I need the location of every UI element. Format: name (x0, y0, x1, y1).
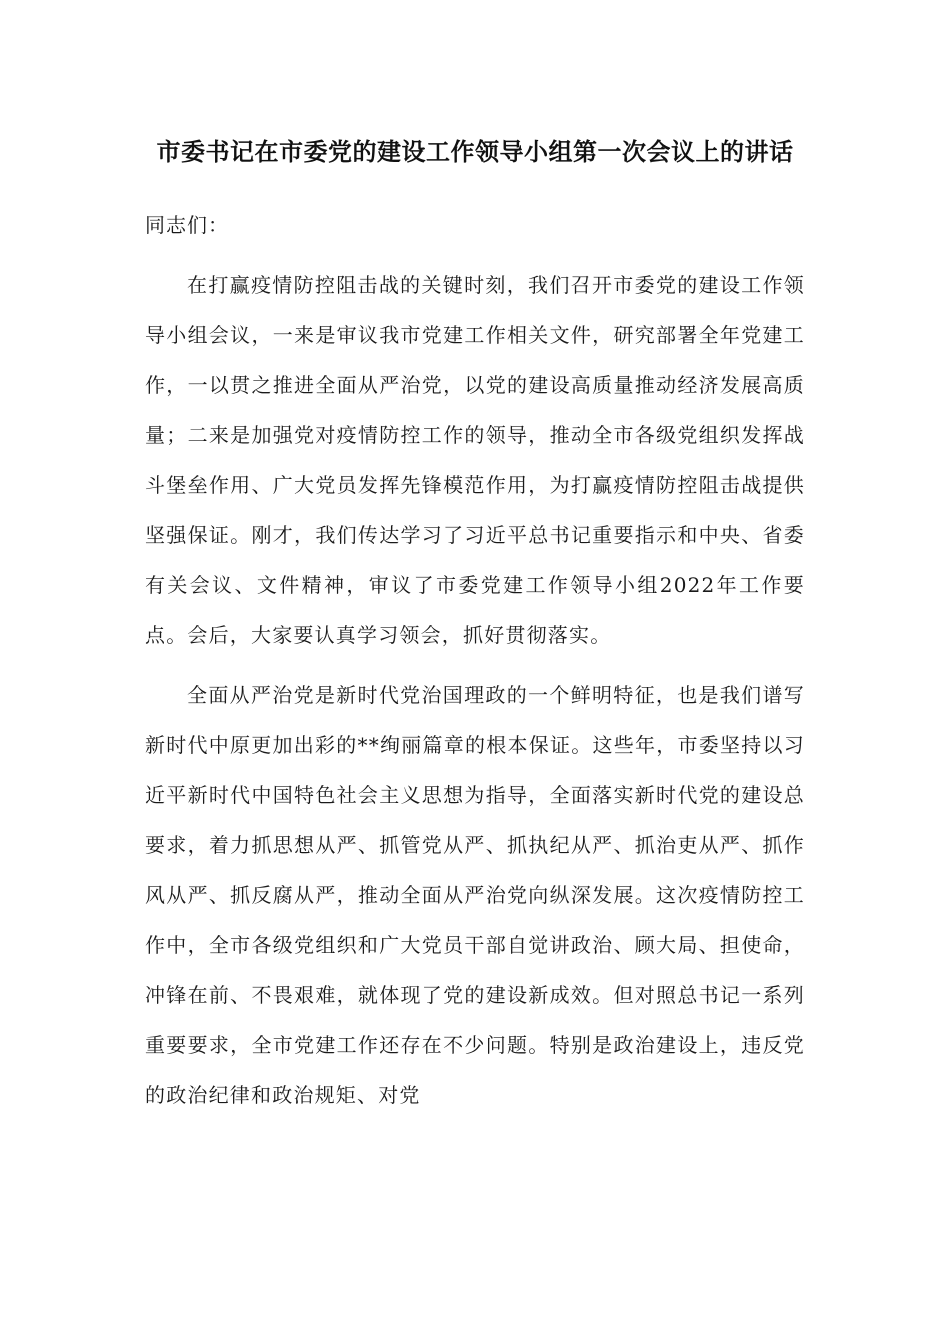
body-paragraph-2: 全面从严治党是新时代党治国理政的一个鲜明特征，也是我们谱写新时代中原更加出彩的**绚丽篇章的根本保证。这些年，市委坚持以习近平新时代中国特色社会主义思想为指导，全面落实新时代党的建设总要求，着力抓思想从严、抓管党从严、抓执纪从严、抓治吏从严、抓作风从严、抓反腐从严，推动全面从严治党向纵深发展。这次疫情防控工作中，全市各级党组织和广大党员干部自觉讲政治、顾大局、担使命，冲锋在前、不畏艰难，就体现了党的建设新成效。但对照总书记一系列重要要求，全市党建工作还存在不少问题。特别是政治建设上，违反党的政治纪律和政治规矩、对党 (145, 683, 805, 1107)
document-title: 市委书记在市委党的建设工作领导小组第一次会议上的讲话 (156, 138, 794, 166)
salutation: 同志们： (145, 213, 229, 237)
body-paragraph-1: 在打赢疫情防控阻击战的关键时刻，我们召开市委党的建设工作领导小组会议，一来是审议我市党建工作相关文件，研究部署全年党建工作，一以贯之推进全面从严治党，以党的建设高质量推动经济发展高质量；二来是加强党对疫情防控工作的领导，推动全市各级党组织发挥战斗堡垒作用、广大党员发挥先锋模范作用，为打赢疫情防控阻击战提供坚强保证。刚才，我们传达学习了习近平总书记重要指示和中央、省委有关会议、文件精神，审议了市委党建工作领导小组2022年工作要点。会后，大家要认真学习领会，抓好贯彻落实。 (145, 273, 805, 647)
document-page (145, 128, 805, 1120)
